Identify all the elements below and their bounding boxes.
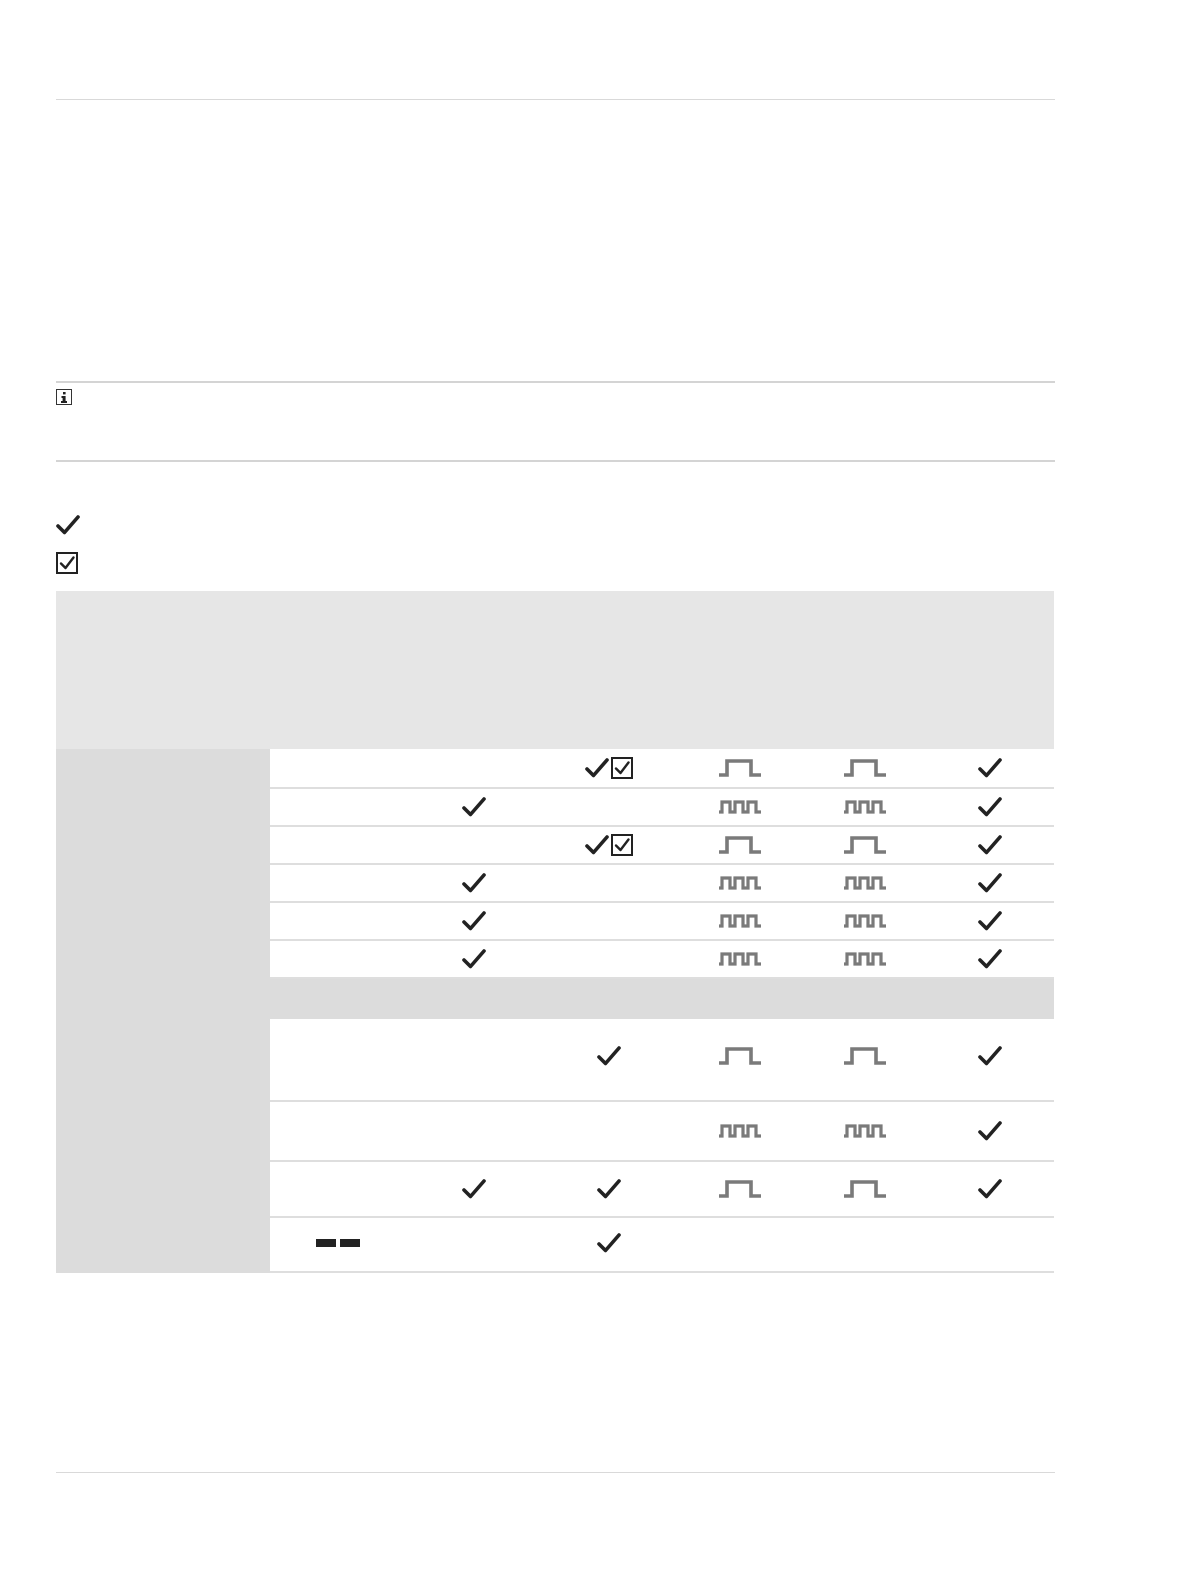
legend-check-row [56, 514, 80, 541]
pulse-double-icon [843, 913, 887, 929]
table-row [270, 1019, 1054, 1102]
checkmark-icon [462, 910, 486, 932]
table-row [270, 865, 1054, 903]
pulse-single-icon [843, 1179, 887, 1199]
table-row [270, 1218, 1054, 1273]
table-row [270, 903, 1054, 941]
pulse-double-icon [718, 951, 762, 967]
check-and-checkbox [585, 834, 633, 856]
checkmark-icon [978, 910, 1002, 932]
pulse-single-icon [718, 758, 762, 778]
checkmark-icon [978, 1178, 1002, 1200]
table-row-group-label [56, 749, 270, 1273]
table-row [270, 1102, 1054, 1162]
checkmark-icon [978, 1120, 1002, 1142]
checkmark-icon [597, 1045, 621, 1067]
checkbox-checked-icon [611, 757, 633, 779]
pulse-double-icon [718, 799, 762, 815]
checkmark-icon [978, 872, 1002, 894]
pulse-double-icon [718, 875, 762, 891]
table-row [270, 1162, 1054, 1218]
checkmark-icon [978, 796, 1002, 818]
checkmark-icon [597, 1178, 621, 1200]
pulse-single-icon [718, 1179, 762, 1199]
info-icon [56, 389, 72, 405]
note-top-rule [56, 381, 1055, 383]
legend-checkbox-row [56, 552, 78, 579]
checkbox-checked-icon [611, 834, 633, 856]
checkmark-icon [462, 796, 486, 818]
note-bottom-rule [56, 460, 1055, 462]
pulse-single-icon [843, 1046, 887, 1066]
pulse-single-icon [718, 1046, 762, 1066]
pulse-double-icon [843, 951, 887, 967]
check-and-checkbox [585, 757, 633, 779]
checkmark-icon [462, 948, 486, 970]
pulse-single-icon [718, 835, 762, 855]
pulse-double-icon [718, 913, 762, 929]
table-row [270, 827, 1054, 865]
table-header [56, 591, 1054, 749]
pulse-double-icon [843, 1123, 887, 1139]
checkmark-icon [978, 834, 1002, 856]
checkmark-icon [978, 1045, 1002, 1067]
pulse-double-icon [843, 875, 887, 891]
table-row [270, 789, 1054, 827]
checkmark-icon [462, 1178, 486, 1200]
table-body [270, 749, 1054, 1273]
checkmark-icon [462, 872, 486, 894]
checkmark-icon [585, 834, 609, 856]
top-rule [56, 99, 1055, 100]
pulse-single-icon [843, 758, 887, 778]
pulse-single-icon [843, 835, 887, 855]
compatibility-table [56, 591, 1054, 1273]
table-row [270, 941, 1054, 979]
checkmark-icon [978, 948, 1002, 970]
pulse-double-icon [843, 799, 887, 815]
checkbox-checked-icon [56, 552, 78, 579]
checkmark-icon [978, 757, 1002, 779]
table-section-row [270, 979, 1054, 1019]
pulse-double-icon [718, 1123, 762, 1139]
bottom-rule [56, 1472, 1055, 1473]
dash-icon [315, 1237, 361, 1249]
checkmark-icon [585, 757, 609, 779]
table-row [270, 749, 1054, 789]
checkmark-icon [56, 514, 80, 541]
checkmark-icon [597, 1232, 621, 1254]
